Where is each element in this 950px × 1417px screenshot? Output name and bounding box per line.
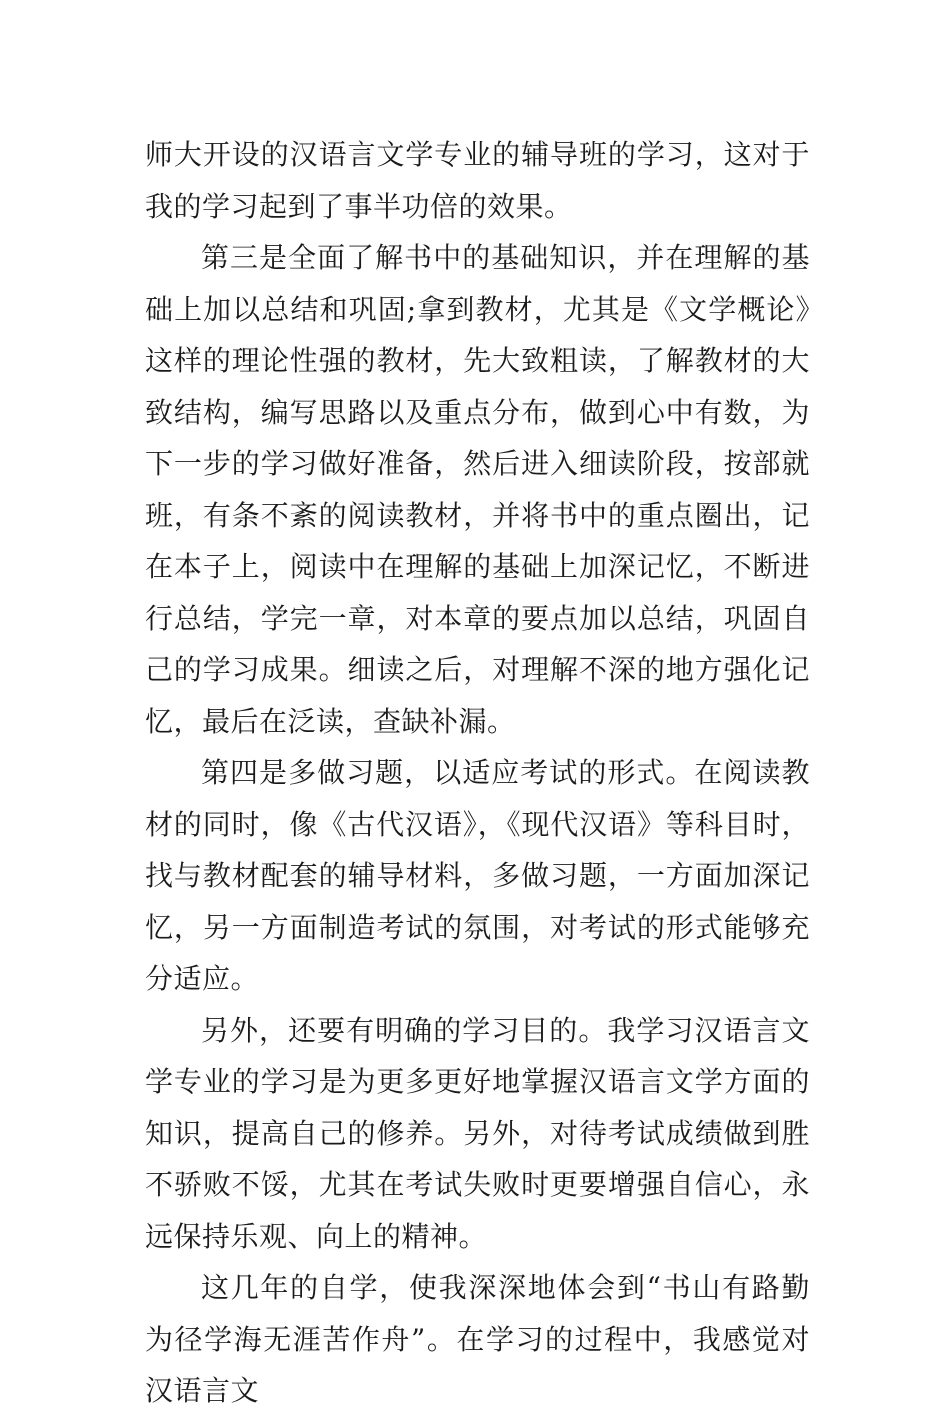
paragraph-fourth-point: 第四是多做习题，以适应考试的形式。在阅读教材的同时，像《古代汉语》，《现代汉语》等科目时，找与教材配套的辅导材料，多做习题，一方面加深记忆，另一方面制造考试的氛围，对考试的形式能够充分适应。: [145, 756, 810, 995]
paragraph-learning-goal: 另外，还要有明确的学习目的。我学习汉语言文学专业的学习是为更多更好地掌握汉语言文学方面的知识，提高自己的修养。另外，对待考试成绩做到胜不骄败不馁，尤其在考试失败时更要增强自信心，永远保持乐观、向上的精神。: [145, 1013, 810, 1253]
document-body: [145, 129, 810, 1417]
paragraph-reflection: 这几年的自学，使我深深地体会到“书山有路勤为径学海无涯苦作舟”。在学习的过程中，我感觉对汉语言文: [145, 1271, 810, 1407]
paragraph-continuation: 师大开设的汉语言文学专业的辅导班的学习，这对于我的学习起到了事半功倍的效果。: [145, 138, 810, 223]
paragraph-third-point: 第三是全面了解书中的基础知识，并在理解的基础上加以总结和巩固;拿到教材，尤其是《文学概论》这样的理论性强的教材，先大致粗读，了解教材的大致结构，编写思路以及重点分布，做到心中有数，为下一步的学习做好准备，然后进入细读阶段，按部就班，有条不紊的阅读教材，并将书中的重点圈出，记在本子上，阅读中在理解的基础上加深记忆，不断进行总结，学完一章，对本章的要点加以总结，巩固自己的学习成果。细读之后，对理解不深的地方强化记忆，最后在泛读，查缺补漏。: [145, 241, 810, 738]
